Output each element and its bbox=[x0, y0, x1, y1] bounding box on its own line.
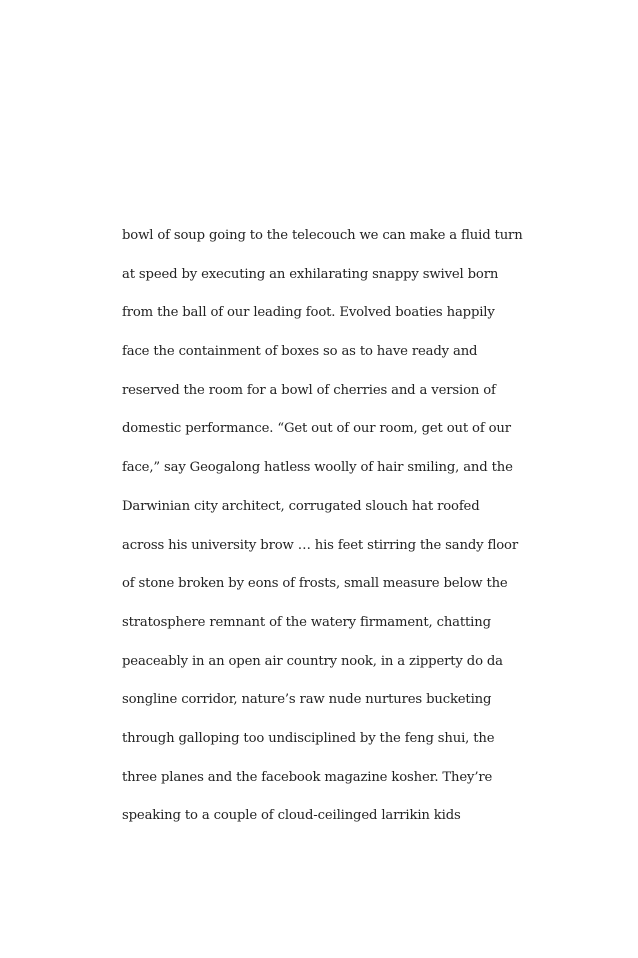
text-line: peaceably in an open air country nook, in a zipperty do da bbox=[122, 653, 503, 669]
text-line: across his university brow … his feet stirring the sandy floor bbox=[122, 537, 518, 553]
text-line: songline corridor, nature’s raw nude nurtures bucketing bbox=[122, 692, 492, 708]
text-line: at speed by executing an exhilarating snappy swivel born bbox=[122, 266, 499, 282]
text-line: Darwinian city architect, corrugated slouch hat roofed bbox=[122, 498, 480, 514]
text-line: three planes and the facebook magazine kosher. They’re bbox=[122, 769, 493, 785]
text-line: of stone broken by eons of frosts, small measure below the bbox=[122, 576, 508, 592]
text-line: bowl of soup going to the telecouch we can make a fluid turn bbox=[122, 228, 523, 243]
text-line: stratosphere remnant of the watery firmament, chatting bbox=[122, 614, 491, 630]
text-line: speaking to a couple of cloud-ceilinged larrikin kids bbox=[122, 808, 461, 824]
text-line: through galloping too undisciplined by the feng shui, the bbox=[122, 730, 495, 746]
text-line: from the ball of our leading foot. Evolved boaties happily bbox=[122, 305, 495, 321]
body-text bbox=[122, 223, 542, 842]
text-line: face the containment of boxes so as to have ready and bbox=[122, 344, 478, 360]
text-line: reserved the room for a bowl of cherries and a version of bbox=[122, 382, 496, 398]
text-line: face,” say Geogalong hatless woolly of hair smiling, and the bbox=[122, 460, 513, 476]
text-line: domestic performance. “Get out of our room, get out of our bbox=[122, 421, 511, 437]
